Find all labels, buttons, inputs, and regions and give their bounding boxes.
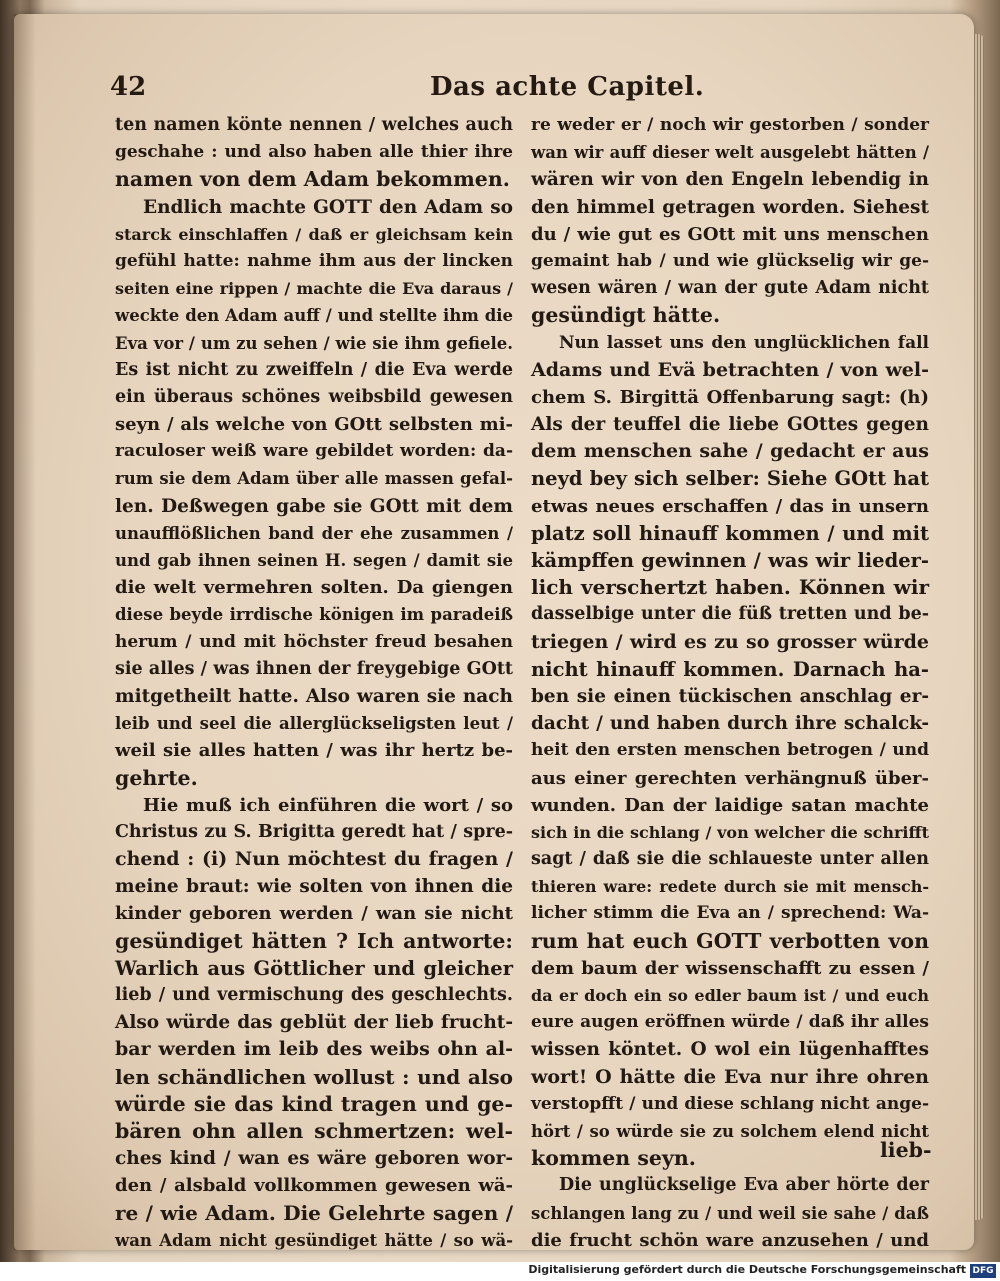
text-line: lieb / und vermischung des geschlechts. [115,985,513,1005]
text-line: thieren ware: redete durch sie mit mensch- [531,877,929,897]
text-line: seyn / als welche von GOtt selbsten mi- [115,414,513,436]
text-line: Hie muß ich einführen die wort / so [143,794,513,816]
text-line: len. Deßwegen gabe sie GOtt mit dem [115,495,513,517]
text-line: die welt vermehren solten. Da giengen [115,577,513,599]
text-line: len schändlichen wollust : und also [115,1064,513,1089]
text-line: Es ist nicht zu zweiffeln / die Eva werde [115,359,513,380]
text-line: gesündigt hätte. [531,303,721,328]
text-line: aus einer gerechten verhängnuß über- [531,767,929,789]
text-line: bar werden im leib des weibs ohn al- [115,1038,513,1061]
text-line: ches kind / wan es wäre geboren wor- [115,1148,513,1170]
text-line: leib und seel die allerglückseligsten leut / [115,714,513,734]
text-line: re weder er / noch wir gestorben / sonder [531,115,929,135]
text-line: chem S. Birgittä Offenbarung sagt: (h) [531,386,929,408]
text-line: Die unglückselige Eva aber hörte der [559,1175,929,1196]
text-line: und gab ihnen seinen H. segen / damit sie [115,551,513,570]
text-line: unaufflößlichen band der ehe zusammen / [115,523,513,543]
text-line: wort! O hätte die Eva nur ihre ohren [531,1065,929,1088]
text-line: verstopfft / und diese schlang nicht ange- [531,1093,929,1114]
text-line: sie alles / was ihnen der freygebige GOtt [115,658,513,679]
text-line: wunden. Dan der laidige satan machte [531,794,929,816]
text-line: re / wie Adam. Die Gelehrte sagen / [115,1200,513,1225]
text-line: da er doch ein so edler baum ist / und euch [531,986,929,1005]
text-line: gehrte. [115,765,198,790]
text-line: herum / und mit höchster freud besahen [115,631,513,652]
text-line: die frucht schön ware anzusehen / und [531,1229,929,1251]
text-line: namen von dem Adam bekommen. [115,167,510,192]
page-header [110,72,940,112]
text-line: weil sie alles hatten / was ihr hertz be- [115,740,513,762]
text-line: dasselbige unter die füß tretten und be- [531,604,929,625]
text-line: lich verschertzt haben. Können wir [531,575,929,600]
text-line: triegen / wird es zu so grosser würde [531,630,929,653]
text-line: wesen wären / wan der gute Adam nicht [531,278,929,299]
text-line: Adams und Evä betrachten / von wel- [531,358,929,381]
text-line: platz soll hinauff kommen / und mit [531,521,929,545]
text-line: Endlich machte GOTT den Adam so [143,196,513,218]
text-line: weckte den Adam auff / und stellte ihm die [115,306,513,326]
footer-credit: Digitalisierung gefördert durch die Deutsche Forschungsgemeinschaft [528,1263,966,1276]
left-text-column [115,112,513,1254]
text-line: den himmel getragen worden. Siehest [531,196,929,218]
text-line: rum hat euch GOTT verbotten von [531,928,929,953]
running-title: Das achte Capitel. [430,72,705,102]
page-edges [974,34,984,1220]
text-line: gemaint hab / und wie glückselig wir ge- [531,250,929,271]
text-line: Warlich aus Göttlicher und gleicher [115,956,513,980]
text-line: mitgetheilt hatte. Also waren sie nach [115,685,513,707]
text-line: den / alsbald vollkommen gewesen wä- [115,1175,513,1197]
text-line: bären ohn allen schmertzen: wel- [115,1118,513,1143]
text-line: dacht / und haben durch ihre schalck- [531,713,929,735]
text-line: kämpffen gewinnen / was wir lieder- [531,549,929,572]
text-line: Eva vor / um zu sehen / wie sie ihm gefiele. [115,333,513,353]
text-line: heit den ersten menschen betrogen / und [531,740,929,761]
text-line: gesündiget hätten ? Ich antworte: [115,928,513,953]
text-line: kommen seyn. [531,1146,696,1171]
text-line: ben sie einen tückischen anschlag er- [531,685,929,707]
text-line: starck einschlaffen / daß er gleichsam kein [115,224,513,244]
text-line: ten namen könte nennen / welches auch [115,115,513,135]
text-line: raculoser weiß ware gebildet worden: da- [115,441,513,462]
text-line: Also würde das geblüt der lieb frucht- [115,1012,513,1034]
text-line: wären wir von den Engeln lebendig in [531,169,929,191]
text-line: du / wie gut es GOtt mit uns menschen [531,223,929,245]
text-line: chend : (i) Nun möchtest du fragen / [115,848,513,871]
text-line: gefühl hatte: nahme ihm aus der lincken [115,250,513,271]
text-line: würde sie das kind tragen und ge- [115,1091,513,1116]
text-line: Christus zu S. Brigitta geredt hat / spre- [115,821,513,842]
text-line: seiten eine rippen / machte die Eva daraus / [115,279,513,299]
text-line: meine braut: wie solten von ihnen die [115,876,513,898]
text-line: wan wir auff dieser welt ausgelebt hätten / [531,143,929,163]
text-line: rum sie dem Adam über alle massen gefal- [115,469,513,489]
text-line: kinder geboren werden / wan sie nicht [115,903,513,925]
right-text-column [531,112,932,1254]
text-line: wissen köntet. O wol ein lügenhafftes [531,1039,929,1061]
text-line: ein überaus schönes weibsbild gewesen [115,386,513,407]
text-line: Als der teuffel die liebe GOttes gegen [531,414,929,436]
footer-bar [0,1262,1000,1281]
catchword: lieb- [880,1138,932,1162]
text-line: sich in die schlang / von welcher die schrifft [531,822,929,842]
text-line: neyd bey sich selber: Siehe GOtt hat [531,467,929,491]
text-line: dem baum der wissenschafft zu essen / [531,957,929,979]
text-line: licher stimm die Eva an / sprechend: Wa- [531,903,929,924]
text-line: etwas neues erschaffen / das in unsern [531,495,929,517]
text-line: Nun lasset uns den unglücklichen fall [559,332,929,353]
text-line: schlangen lang zu / und weil sie sahe / daß [531,1203,929,1223]
text-line: eure augen eröffnen würde / daß ihr alles [531,1012,929,1033]
text-line: geschahe : und also haben alle thier ihre [115,142,513,163]
text-line: wan Adam nicht gesündiget hätte / so wä- [115,1230,513,1250]
text-line: hört / so würde sie zu solchem elend nicht [531,1121,929,1141]
dfg-logo: DFG [970,1264,996,1278]
page-number: 42 [110,72,147,102]
text-line: nicht hinauff kommen. Darnach ha- [531,657,929,681]
text-line: dem menschen sahe / gedacht er aus [531,440,929,463]
text-line: sagt / daß sie die schlaueste unter allen [531,849,929,870]
text-line: diese beyde irrdische königen im paradeiß [115,605,513,625]
